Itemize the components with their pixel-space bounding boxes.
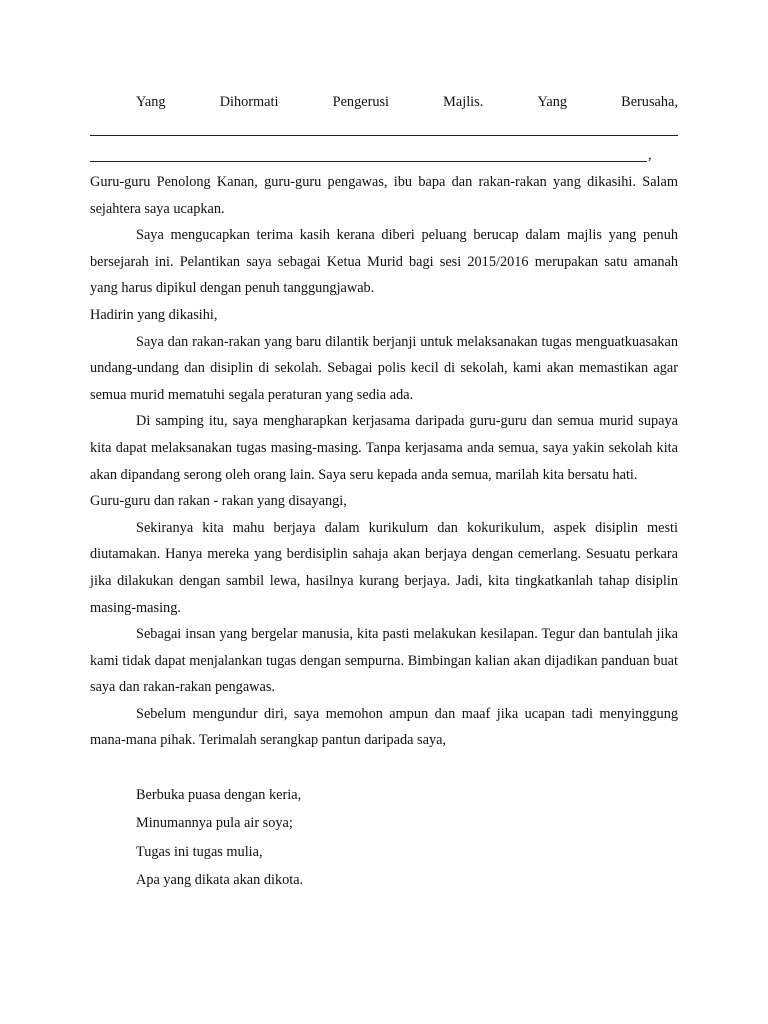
salutation-line bbox=[90, 89, 678, 116]
blank-line-comma: , bbox=[648, 147, 652, 163]
address-paragraph: Guru-guru Penolong Kanan, guru-guru pengawas, ibu bapa dan rakan-rakan yang dikasihi. Salam sejahtera saya ucapkan. bbox=[90, 174, 678, 217]
address-paragraph: Hadirin yang dikasihi, bbox=[90, 306, 218, 323]
blank-line-full bbox=[90, 135, 678, 136]
salutation-word: Dihormati bbox=[219, 94, 279, 110]
salutation-word: Berusaha, bbox=[621, 94, 678, 110]
pantun-line: Berbuka puasa dengan keria, bbox=[136, 786, 302, 803]
body-paragraph: Saya mengucapkan terima kasih kerana diberi peluang berucap dalam majlis yang penuh bersejarah ini. Pelantikan saya sebagai Ketua Murid bagi sesi 2015/2016 merupakan satu amanah yang harus dipikul dengan penuh tanggungjawab. bbox=[90, 227, 678, 297]
blank-line-short bbox=[90, 161, 647, 162]
body-paragraph: Sebagai insan yang bergelar manusia, kita pasti melakukan kesilapan. Tegur dan bantulah jika kami tidak dapat menjalankan tugas dengan sempurna. Bimbingan kalian akan dijadikan panduan buat saya dan rakan-rakan pengawas. bbox=[90, 626, 678, 696]
pantun-verse bbox=[90, 781, 678, 895]
salutation-word: Yang bbox=[537, 94, 567, 110]
salutation-word: Yang bbox=[136, 94, 166, 110]
speech-body bbox=[90, 169, 678, 895]
body-paragraph: Sekiranya kita mahu berjaya dalam kurikulum dan kokurikulum, aspek disiplin mesti diutamakan. Hanya mereka yang berdisiplin sahaja akan berjaya dengan cemerlang. Sesuatu perkara jika dilakukan dengan sambil lewa, hasilnya kurang berjaya. Jadi, kita tingkatkanlah tahap disiplin masing-masing. bbox=[90, 519, 678, 616]
body-paragraph: Saya dan rakan-rakan yang baru dilantik berjanji untuk melaksanakan tugas menguatkuasakan undang-undang dan disiplin di sekolah. Sebagai polis kecil di sekolah, kami akan memastikan agar semua murid mematuhi segala peraturan yang sedia ada. bbox=[90, 333, 678, 403]
address-paragraph: Guru-guru dan rakan - rakan yang disayangi, bbox=[90, 493, 347, 510]
pantun-line: Apa yang dikata akan dikota. bbox=[136, 872, 304, 889]
pantun-line: Minumannya pula air soya; bbox=[136, 815, 293, 832]
pantun-line: Tugas ini tugas mulia, bbox=[136, 843, 263, 860]
body-paragraph: Di samping itu, saya mengharapkan kerjasama daripada guru-guru dan semua murid supaya kita dapat melaksanakan tugas masing-masing. Tanpa kerjasama anda semua, saya yakin sekolah kita akan dipandang serong oleh orang lain. Saya seru kepada anda semua, marilah kita bersatu hati. bbox=[90, 413, 678, 483]
body-paragraph: Sebelum mengundur diri, saya memohon ampun dan maaf jika ucapan tadi menyinggung mana-mana pihak. Terimalah serangkap pantun daripada saya, bbox=[90, 705, 678, 749]
salutation-word: Majlis. bbox=[443, 94, 484, 110]
salutation-word: Pengerusi bbox=[332, 94, 390, 110]
